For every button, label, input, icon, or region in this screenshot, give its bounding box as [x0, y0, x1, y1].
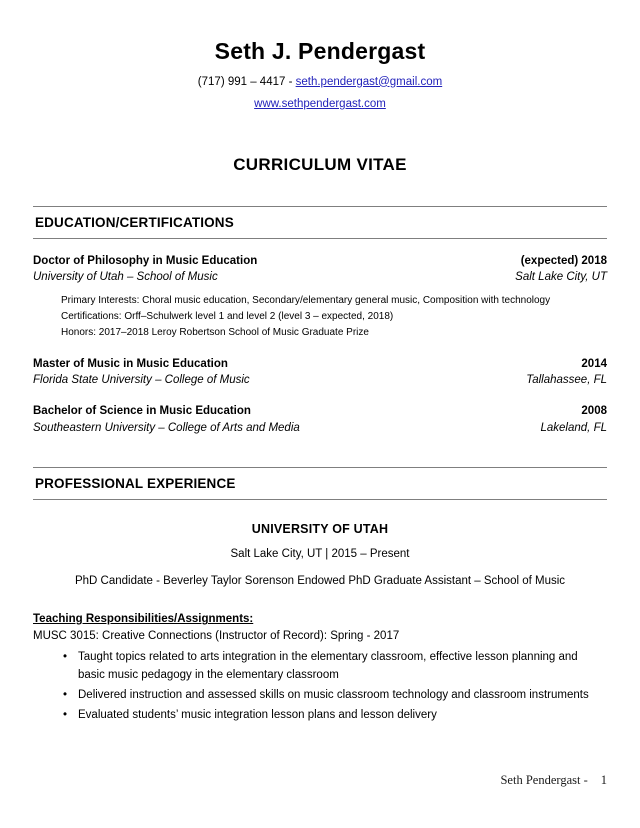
phone-number: (717) 991 – 4417 - [197, 75, 296, 88]
page-number: 1 [600, 773, 607, 787]
degree-date: (expected) 2018 [520, 254, 607, 267]
institution-location: Tallahassee, FL [526, 374, 607, 387]
document-type-title: CURRICULUM VITAE [233, 154, 407, 174]
degree-title: Master of Music in Music Education [33, 357, 228, 370]
institution-location: Lakeland, FL [540, 421, 607, 434]
detail-honors: Honors: 2017–2018 Leroy Robertson School of Music Graduate Prize [61, 327, 369, 339]
education-entry [33, 356, 607, 389]
list-item [33, 706, 607, 724]
course-line: MUSC 3015: Creative Connections (Instructor of Record): Spring - 2017 [33, 630, 400, 643]
list-item [33, 686, 607, 704]
education-entry-subheader [33, 372, 607, 389]
list-item [33, 648, 607, 684]
detail-certifications: Certifications: Orff–Schulwerk level 1 and level 2 (level 3 – expected, 2018) [61, 311, 394, 323]
responsibilities-heading: Teaching Responsibilities/Assignments: [33, 613, 254, 626]
degree-date: 2008 [581, 404, 607, 417]
job-title: PhD Candidate - Beverley Taylor Sorenson Endowed PhD Graduate Assistant – School of Music [74, 575, 566, 588]
bullet-icon: • [63, 650, 68, 663]
education-entry-subheader [33, 269, 607, 286]
education-entry-header [33, 253, 607, 270]
section-heading-education: EDUCATION/CERTIFICATIONS [35, 214, 234, 230]
employer-name: UNIVERSITY OF UTAH [251, 522, 389, 537]
website-line [33, 97, 607, 113]
bullet-icon: • [63, 689, 68, 702]
institution-name: University of Utah – School of Music [33, 271, 218, 284]
employer-location-dates: Salt Lake City, UT | 2015 – Present [230, 548, 410, 561]
detail-primary-interests: Primary Interests: Choral music education, Secondary/elementary general music, Composition with technology [61, 294, 551, 306]
section-professional-experience [33, 467, 607, 724]
degree-date: 2014 [581, 357, 607, 370]
education-entry-header [33, 356, 607, 373]
degree-title: Bachelor of Science in Music Education [33, 404, 251, 417]
institution-name: Florida State University – College of Music [33, 374, 250, 387]
education-entry-details [33, 293, 607, 342]
education-entry [33, 253, 607, 342]
institution-location: Salt Lake City, UT [515, 271, 607, 284]
page-footer [33, 773, 607, 788]
education-entry [33, 403, 607, 436]
education-entry-subheader [33, 420, 607, 437]
page-title: Seth J. Pendergast [214, 38, 426, 64]
responsibilities-list [33, 648, 607, 725]
section-education [33, 206, 607, 437]
education-entry-header [33, 403, 607, 420]
section-rule-bottom [33, 238, 607, 239]
list-item-text: Taught topics related to arts integration in the elementary classroom, effective lesson planning and basic music pedagogy in the elementary classroom [78, 650, 578, 682]
section-rule-bottom [33, 499, 607, 500]
list-item-text: Delivered instruction and assessed skills on music classroom technology and classroom instruments [78, 689, 589, 702]
bullet-icon: • [63, 709, 68, 722]
degree-title: Doctor of Philosophy in Music Education [33, 254, 258, 267]
section-heading-experience: PROFESSIONAL EXPERIENCE [35, 476, 236, 492]
institution-name: Southeastern University – College of Arts and Media [33, 421, 300, 434]
website-link[interactable]: www.sethpendergast.com [254, 98, 386, 111]
email-link[interactable]: seth.pendergast@gmail.com [295, 75, 443, 88]
contact-line [33, 75, 607, 91]
footer-name: Seth Pendergast - [500, 773, 588, 787]
list-item-text: Evaluated students’ music integration lesson plans and lesson delivery [78, 709, 437, 722]
experience-entry [33, 522, 607, 724]
